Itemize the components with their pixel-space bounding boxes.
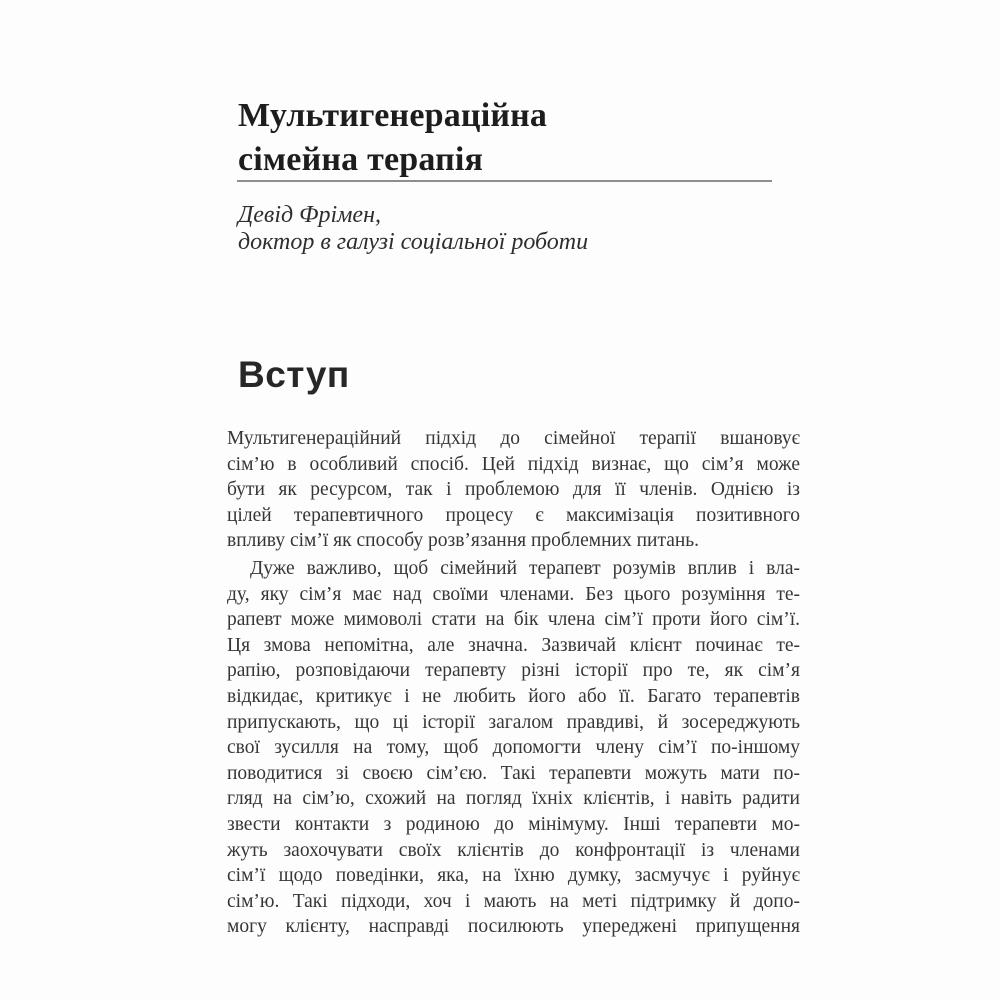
author-credentials: доктор в галузі соціальної роботи — [238, 229, 589, 255]
text-line: свої зусилля на тому, щоб допомогти члену сім’ї по-іншому — [227, 737, 800, 759]
text-line: Дуже важливо, щоб сімейний терапевт розумів вплив і вла- — [250, 557, 800, 579]
text-line: сім’ю. Такі підходи, хоч і мають на меті підтримку й допо- — [227, 890, 800, 912]
text-line: ду, яку сім’я має над своїми членами. Без цього розуміння те- — [227, 583, 800, 605]
text-line: Ця змова непомітна, але значна. Зазвичай клієнт починає те- — [227, 634, 800, 656]
text-line: поводитися зі своєю сім’єю. Такі терапевти можуть мати по- — [227, 762, 800, 784]
text-line: цілей терапевтичного процесу є максимізація позитивного — [227, 504, 800, 526]
text-line: бути як ресурсом, так і проблемою для її членів. Однією із — [227, 479, 800, 501]
chapter-title-line-2: сімейна терапія — [238, 141, 484, 178]
paragraph — [227, 556, 800, 940]
author-byline — [238, 202, 773, 256]
text-line: сім’ї щодо поведінки, яка, на їхню думку, засмучує і руйнує — [227, 865, 800, 887]
text-line: сім’ю в особливий спосіб. Цей підхід визнає, що сім’я може — [227, 453, 800, 475]
chapter-title-line-1: Мультигенераційна — [238, 97, 548, 134]
text-line: гляд на сім’ю, схожий на погляд їхніх клієнтів, і навіть радити — [227, 788, 800, 810]
author-name: Девід Фрімен, — [238, 202, 381, 228]
chapter-title — [238, 94, 773, 182]
section-heading: Вступ — [238, 354, 350, 395]
text-line: жуть заохочувати своїх клієнтів до конфронтації із членами — [227, 839, 800, 861]
text-line: звести контакти з родиною до мінімуму. Інші терапевти мо- — [227, 813, 800, 835]
text-line: припускають, що ці історії загалом правдиві, й зосереджують — [227, 711, 800, 733]
title-divider-rule — [237, 180, 772, 182]
body-text — [227, 426, 800, 940]
text-line: Мультигенераційний підхід до сімейної терапії вшановує — [227, 428, 800, 449]
text-line: відкидає, критикує і не любить його або її. Багато терапевтів — [227, 685, 800, 707]
text-line: могу клієнту, насправді посилюють упереджені припущення — [227, 916, 800, 938]
text-line: рапевт може мимоволі стати на бік члена сім’ї проти його сім’ї. — [227, 609, 800, 631]
paragraph — [227, 426, 800, 554]
text-line: рапію, розповідаючи терапевту різні історії про те, як сім’я — [227, 660, 800, 682]
text-line: впливу сім’ї як способу розв’язання проблемних питань. — [227, 530, 700, 552]
